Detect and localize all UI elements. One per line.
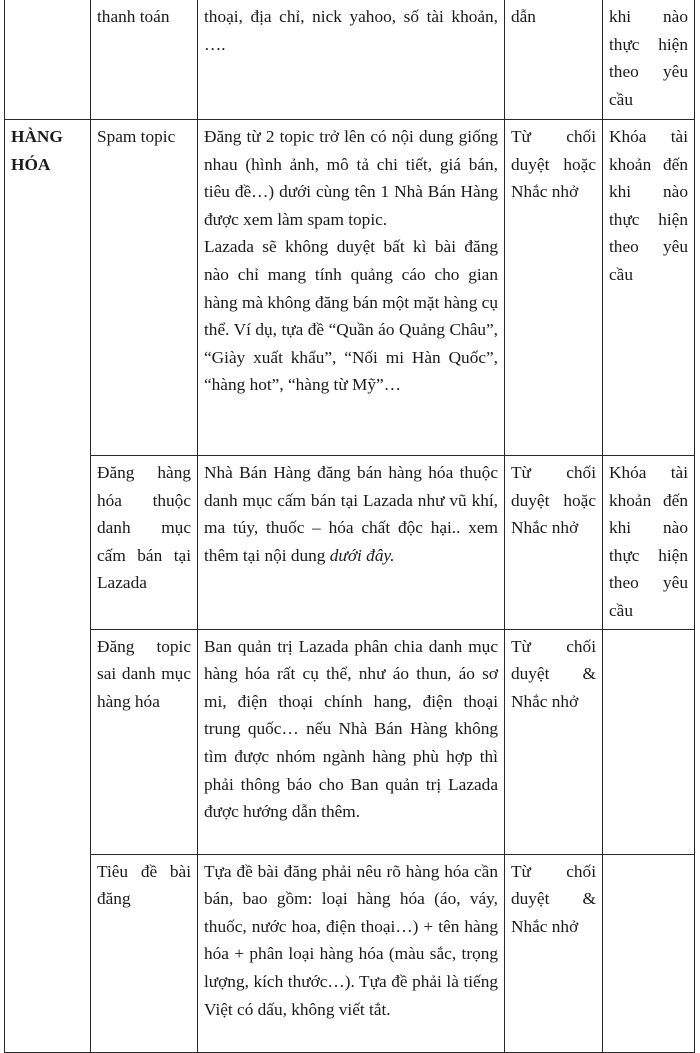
- violation-cell: Spam topic: [91, 120, 198, 456]
- see-below-link[interactable]: dưới đây.: [329, 545, 395, 565]
- description-cell: [198, 120, 505, 456]
- group-cell-empty: [5, 0, 91, 120]
- table-row: [5, 0, 695, 120]
- action-repeat-cell: [603, 854, 695, 1052]
- description-text: Nhà Bán Hàng đăng bán hàng hóa thuộc danh mục cấm bán tại Lazada như vũ khí, ma túy, thuốc – hóa chất độc hại.. xem thêm tại nội dung: [204, 463, 498, 565]
- description-paragraph: Đăng từ 2 topic trở lên có nội dung giống nhau (hình ảnh, mô tả chi tiết, giá bán, tiêu đề…) dưới cùng tên 1 Nhà Bán Hàng được xem làm spam topic.: [204, 127, 498, 229]
- action-repeat-cell: [603, 629, 695, 854]
- table-row: [5, 854, 695, 1052]
- action-repeat-cell: Khóa tài khoản đến khi nào thực hiện theo yêu cầu: [603, 120, 695, 456]
- action-repeat-cell: Khóa tài khoản đến khi nào thực hiện theo yêu cầu: [603, 456, 695, 630]
- description-cell: [198, 456, 505, 630]
- description-cell: Ban quản trị Lazada phân chia danh mục hàng hóa rất cụ thể, như áo thun, áo sơ mi, điện thoại chính hang, điện thoại trung quốc… nếu Nhà Bán Hàng không tìm được nhóm ngành hàng phù hợp thì phải thông báo cho Ban quản trị Lazada được hướng dẫn thêm.: [198, 629, 505, 854]
- violation-cell: Đăng topic sai danh mục hàng hóa: [91, 629, 198, 854]
- action-first-cell: Từ chối duyệt & Nhắc nhở: [505, 854, 603, 1052]
- action-first-cell: Từ chối duyệt hoặc Nhắc nhở: [505, 456, 603, 630]
- policy-table: [4, 0, 695, 1053]
- description-paragraph: Lazada sẽ không duyệt bất kì bài đăng nào chỉ mang tính quảng cáo cho gian hàng mà không đăng bán một mặt hàng cụ thể. Ví dụ, tựa đề “Quần áo Quảng Châu”, “Giày xuất khẩu”, “Nối mi Hàn Quốc”, “hàng hot”, “hàng từ Mỹ”…: [204, 237, 498, 395]
- description-cell: thoại, địa chỉ, nick yahoo, số tài khoản, ….: [198, 0, 505, 120]
- violation-cell: thanh toán: [91, 0, 198, 120]
- table-row: [5, 456, 695, 630]
- violation-cell: Tiêu đề bài đăng: [91, 854, 198, 1052]
- table-row: [5, 629, 695, 854]
- violation-cell: Đăng hàng hóa thuộc danh mục cấm bán tại Lazada: [91, 456, 198, 630]
- group-label: HÀNG HÓA: [5, 120, 91, 1053]
- action-first-cell: Từ chối duyệt hoặc Nhắc nhở: [505, 120, 603, 456]
- action-first-cell: dẫn: [505, 0, 603, 120]
- table-row: [5, 120, 695, 456]
- action-repeat-cell: khi nào thực hiện theo yêu cầu: [603, 0, 695, 120]
- description-cell: Tựa đề bài đăng phải nêu rõ hàng hóa cần bán, bao gồm: loại hàng hóa (áo, váy, thuốc, nước hoa, điện thoại…) + tên hàng hóa + phân loại hàng hóa (màu sắc, trọng lượng, kích thước…). Tựa đề phải là tiếng Việt có dấu, không viết tắt.: [198, 854, 505, 1052]
- action-first-cell: Từ chối duyệt & Nhắc nhở: [505, 629, 603, 854]
